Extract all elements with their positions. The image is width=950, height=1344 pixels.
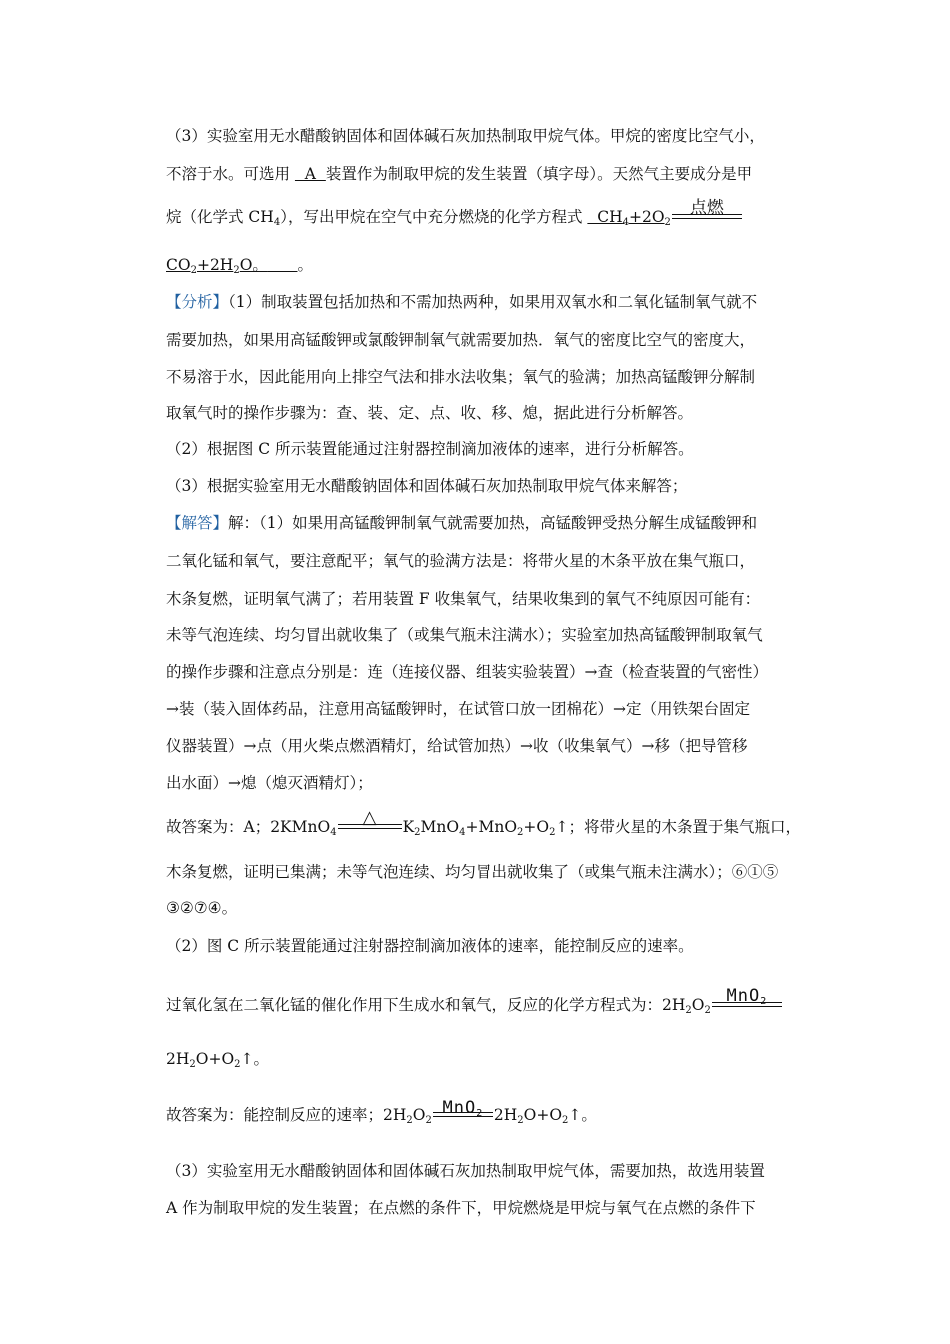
analysis-line-3: 不易溶于水，因此能用向上排空气法和排水法收集；氧气的验满；加热高锰酸钾分解制 <box>166 368 756 386</box>
condition-mno2-2: MnO$_2$ <box>442 1098 484 1119</box>
answer-blank-a: A <box>294 165 326 183</box>
answer-line-2: 木条复燃，证明已集满；未等气泡连续、均匀冒出就收集了（或集气瓶未注满水）；⑥①⑤ <box>166 863 779 881</box>
analysis-line-6: （3）根据实验室用无水醋酸钠固体和固体碱石灰加热制取甲烷气体来解答； <box>166 477 688 495</box>
condition-mno2: MnO$_2$ <box>726 986 768 1007</box>
solution-line-1: 【解答】解：（1）如果用高锰酸钾制氧气就需要加热，高锰酸钾受热分解生成锰酸钾和 <box>166 514 758 532</box>
answer-line-3: ③②⑦④。 <box>166 899 238 917</box>
part3-line-2: A 作为制取甲烷的发生装置；在点燃的条件下，甲烷燃烧是甲烷与氧气在点燃的条件下 <box>166 1199 756 1217</box>
reaction-arrow-ignite <box>672 198 742 226</box>
reaction-arrow-catalyst <box>712 986 782 1014</box>
condition-heat: △ <box>362 807 377 828</box>
part3-line-1: （3）实验室用无水醋酸钠固体和固体碱石灰加热制取甲烷气体，需要加热，故选用装置 <box>166 1162 765 1180</box>
solution-line-2: 二氧化锰和氧气，要注意配平；氧气的验满方法是：将带火星的木条平放在集气瓶口， <box>166 552 756 570</box>
analysis-line-5: （2）根据图 C 所示装置能通过注射器控制滴加液体的速率，进行分析解答。 <box>166 440 694 458</box>
part2-line-3: $2H_2O+O_2↑$。 <box>166 1050 270 1070</box>
part2-line-1: （2）图 C 所示装置能通过注射器控制滴加液体的速率，能控制反应的速率。 <box>166 937 694 955</box>
answer-line-1: 故答案为：A；2KMnO$_4$ △ $K_2MnO_4+MnO_2+O_2↑$；将带火星的木条置于集气瓶口， <box>166 807 801 838</box>
part2-line-2: 过氧化氢在二氧化锰的催化作用下生成水和氧气，反应的化学方程式为：$2H_2O_2$ MnO$_2$ <box>166 993 783 1015</box>
solution-line-7: 仪器装置）→点（用火柴点燃酒精灯，给试管加热）→收（收集氧气）→移（把导管移 <box>166 737 748 755</box>
answer-line-4: 故答案为：能控制反应的速率；$2H_2O_2$ MnO$_2$ $2H_2O+O_2↑$。 <box>166 1098 597 1126</box>
q3-line-1: （3）实验室用无水醋酸钠固体和固体碱石灰加热制取甲烷气体。甲烷的密度比空气小， <box>166 127 765 145</box>
analysis-line-4: 取氧气时的操作步骤为：查、装、定、点、收、移、熄，据此进行分析解答。 <box>166 404 694 422</box>
answer-blank-equation: $CH_4+2O_2$ <box>587 208 671 228</box>
solution-line-8: 出水面）→熄（熄灭酒精灯）； <box>166 774 373 792</box>
reaction-arrow-heat <box>338 807 402 836</box>
solution-tag: 【解答】 <box>166 514 229 532</box>
solution-line-3: 木条复燃，证明氧气满了；若用装置 F 收集氧气，结果收集到的氧气不纯原因可能有： <box>166 590 761 608</box>
reaction-arrow-catalyst-2 <box>433 1098 493 1124</box>
q3-line-4: $CO_2+2H_2O$。 。 <box>166 256 313 276</box>
q3-line-2: 不溶于水。可选用 A 装置作为制取甲烷的发生装置（填字母）。天然气主要成分是甲 <box>166 165 753 183</box>
analysis-line-1: 【分析】（1）制取装置包括加热和不需加热两种，如果用双氧水和二氧化锰制氧气就不 <box>166 293 758 311</box>
analysis-line-2: 需要加热，如果用高锰酸钾或氯酸钾制氧气就需要加热．氧气的密度比空气的密度大， <box>166 331 756 349</box>
analysis-tag: 【分析】 <box>166 293 229 311</box>
solution-line-6: →装（装入固体药品，注意用高锰酸钾时，在试管口放一团棉花）→定（用铁架台固定 <box>166 700 750 718</box>
q3-line-3: 烷（化学式 $CH_4$），写出甲烷在空气中充分燃烧的化学方程式 $CH_4+2O_2$ 点燃 <box>166 205 743 227</box>
solution-line-4: 未等气泡连续、均匀冒出就收集了（或集气瓶未注满水）；实验室加热高锰酸钾制取氧气 <box>166 626 763 644</box>
condition-ignite: 点燃 <box>689 198 724 218</box>
solution-line-5: 的操作步骤和注意点分别是：连（连接仪器、组装实验装置）→查（检查装置的气密性） <box>166 663 768 681</box>
